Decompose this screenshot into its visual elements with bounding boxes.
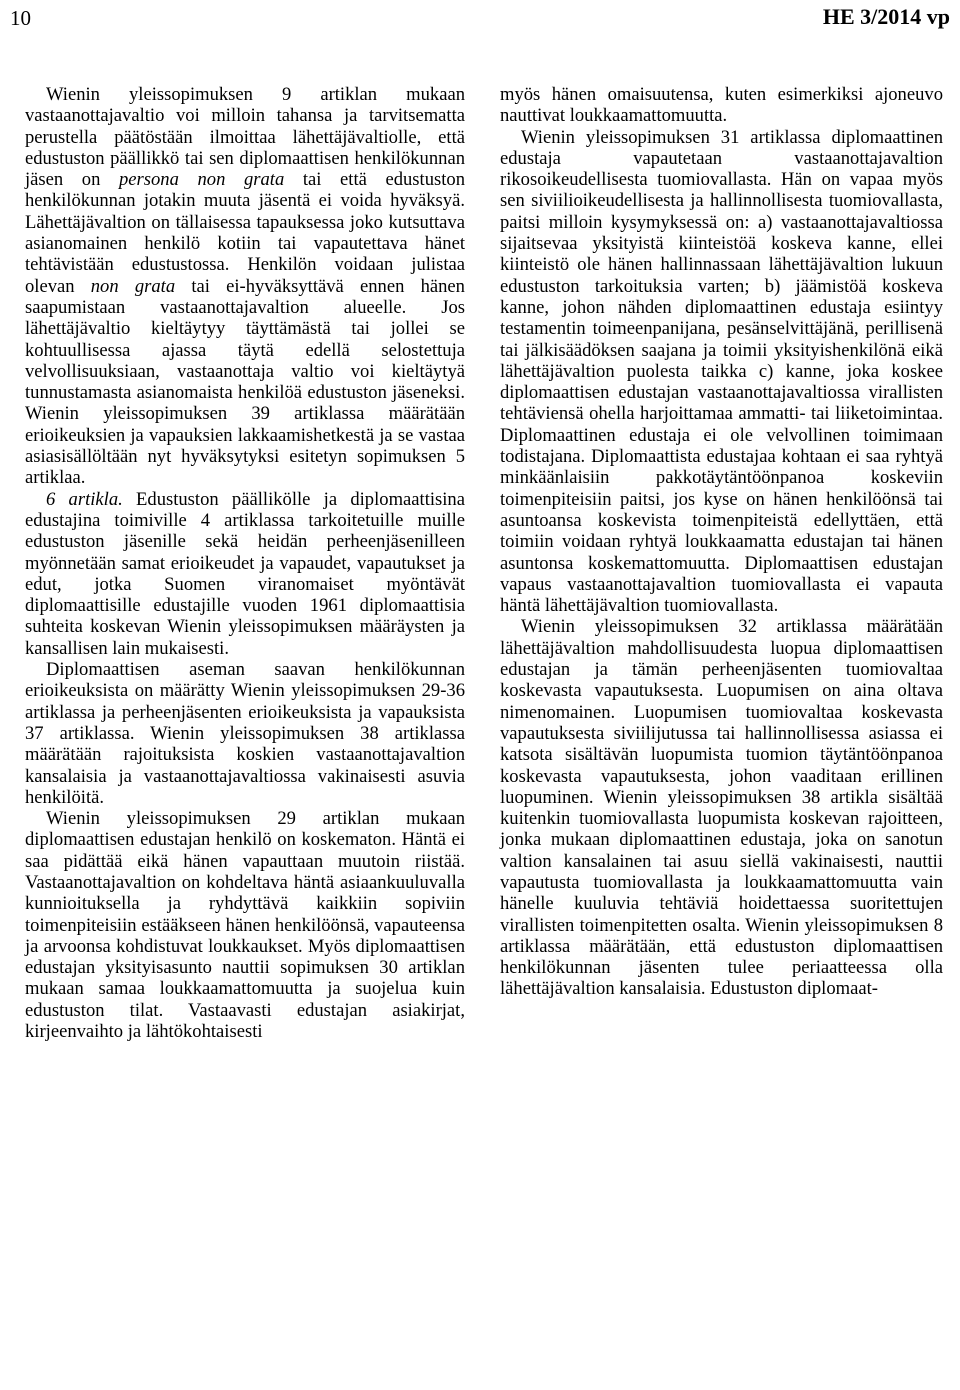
left-column [25,84,465,1042]
document-id: HE 3/2014 vp [822,4,950,29]
paragraph: Wienin yleissopimuksen 29 artiklan mukaan diplomaattisen edustajan henkilö on koskematon. Häntä ei saa pidättää eikä hänen vapauttaan muutoin riistää. Vastaanottajavaltion on kohdeltava häntä asiaankuuluvalla kunnioituksella ja ryhdyttävä kaikkiin sopiviin toimenpiteisiin estääkseen hänen henkilöönsä, vapauteensa ja arvoonsa kohdistuvat loukkaukset. Myös diplomaattisen edustajan yksityisasunto nauttii sopimuksen 30 artiklan mukaan samaa loukkaamattomuutta ja suojelua kuin edustuston tilat. Vastaavasti edustajan asiakirjat, kirjeenvaihto ja lähtökohtaisesti [25,808,465,1043]
paragraph: Wienin yleissopimuksen 31 artiklassa diplomaattinen edustaja vapautetaan vastaanottajavaltion rikosoikeudellisesta tuomiovallasta. Hän on vapaa myös sen siviilioikeudellisesta ja hallinnollisesta tuomiovallasta, paitsi milloin kysymyksessä on: a) vastaanottajavaltiossa sijaitsevaa yksityistä kiinteistöä koskeva kanne, ellei kiinteistö ole hänen hallinnassaan lähettäjävaltion lukuun edustuston tarkoituksia varten; b) jäämistöä koskeva kanne, johon nähden diplomaattinen edustaja esiintyy testamentin toimeenpanijana, pesänselvittäjänä, perillisenä tai jälkisäädöksen saajana ja toimii yksityishenkilönä eikä lähettäjävaltion puolesta taikka c) kanne, joka koskee diplomaattisen edustajan vastaanottajavaltiossa virallisten tehtäviensä ohella harjoittamaa ammatti- tai liiketoimintaa. Diplomaattinen edustaja ei ole velvollinen toimimaan todistajana. Diplomaattista edustajaa kohtaan ei saa ryhtyä minkäänlaisiin pakkotäytäntöönpanoa koskeviin toimenpiteisiin paitsi, jos kyse on hänen henkilöönsä tai asuntoansa koskevista toimenpiteistä edellyttäen, että toimiin voidaan ryhtyä loukkaamatta edustajan tai hänen asuntonsa koskemattomuutta. Diplomaattisen edustajan vapaus vastaanottajavaltion tuomiovallasta ei vapauta häntä lähettäjävaltion tuomiovallasta. [500,126,943,617]
paragraph: Diplomaattisen aseman saavan henkilökunnan erioikeuksista on määrätty Wienin yleissopimuksen 29-36 artiklassa ja perheenjäsenten erioikeuksista ja vapauksista 37 artiklassa. Wienin yleissopimuksen 38 artiklassa määrätään rajoituksista koskien vastaanottajavaltion kansalaisia ja vastaanottajavaltiossa vakinaisesti asuvia henkilöitä. [25,659,465,808]
right-column [500,84,943,1000]
paragraph: 6 artikla. Edustuston päällikölle ja diplomaattisina edustajina toimiville 4 artiklassa tarkoitetuille muille edustuston jäsenille sekä heidän perheenjäsenilleen myönnetään samat erioikeudet ja vapaudet, vapautukset ja edut, jotka Suomen viranomaiset myöntävät diplomaattisille edustajille vuoden 1961 diplomaattisia suhteita koskevan Wienin yleissopimuksen määräysten ja kansallisen lain mukaisesti. [25,488,465,659]
page-header [0,0,960,40]
page-number: 10 [10,6,31,30]
paragraph: Wienin yleissopimuksen 32 artiklassa määrätään lähettäjävaltion mahdollisuudesta luopua diplomaattisen edustajan ja tämän perheenjäsenten tuomiovaltaa koskevasta vapautuksesta. Luopumisen on aina oltava nimenomainen. Luopumisen tuomiovaltaa koskevasta vapautuksesta siviilijutussa tai hallinnollisessa asiassa ei katsota sisältävän luopumista tuomion täytäntöönpanoa koskevasta vapautuksesta, johon vaaditaan erillinen luopuminen. Wienin yleissopimuksen 38 artikla sisältää kuitenkin tuomiovallasta luopumista koskevan rajoitteen, jonka mukaan diplomaattinen edustaja, joka on sanotun valtion kansalainen tai asuu siellä vakinaisesti, nauttii vapautusta tuomiovallasta ja loukkaamattomuutta vain hänelle kuuluvia tehtäviä hoidettaessa suoritettujen virallisten toimenpitetten osalta. Wienin yleissopimuksen 8 artiklassa määrätään, että edustuston diplomaattisen henkilökunnan jäsenten tulee periaatteessa olla lähettäjävaltion kansalaisia. Edustuston diplomaat- [500,616,943,1000]
paragraph: myös hänen omaisuutensa, kuten esimerkiksi ajoneuvo nauttivat loukkaamattomuutta. [500,84,943,127]
section-heading: 6 artikla. [46,488,123,510]
paragraph: Wienin yleissopimuksen 9 artiklan mukaan vastaanottajavaltio voi milloin tahansa ja tarvitsematta perustella päätöstään ilmoittaa lähettäjävaltiolle, että edustuston päällikkö tai sen diplomaattisen henkilökunnan jäsen on persona non grata tai että edustuston henkilökunnan jotakin muuta jäsentä ei voida hyväksyä. Lähettäjävaltion on tällaisessa tapauksessa joko kutsuttava asianomainen henkilö kotiin tai vapautettava hänet tehtävistään edustustossa. Henkilön voidaan julistaa olevan non grata tai ei-hyväksyttävä ennen hänen saapumistaan vastaanottajavaltion alueelle. Jos lähettäjävaltio kieltäytyy täyttämästä tai jollei se kohtuullisessa ajassa täytä edellä selostettuja velvollisuuksiaan, vastaanottaja valtio voi kieltäytyä tunnustamasta asianomaista henkilöä edustuston jäseneksi. Wienin yleissopimuksen 39 artiklassa määrätään erioikeuksien ja vapauksien lakkaamishetkestä ja se vastaa asiasisällöltään nyt hyväksytyksi esitetyn sopimuksen 5 artiklaa. [25,84,465,489]
